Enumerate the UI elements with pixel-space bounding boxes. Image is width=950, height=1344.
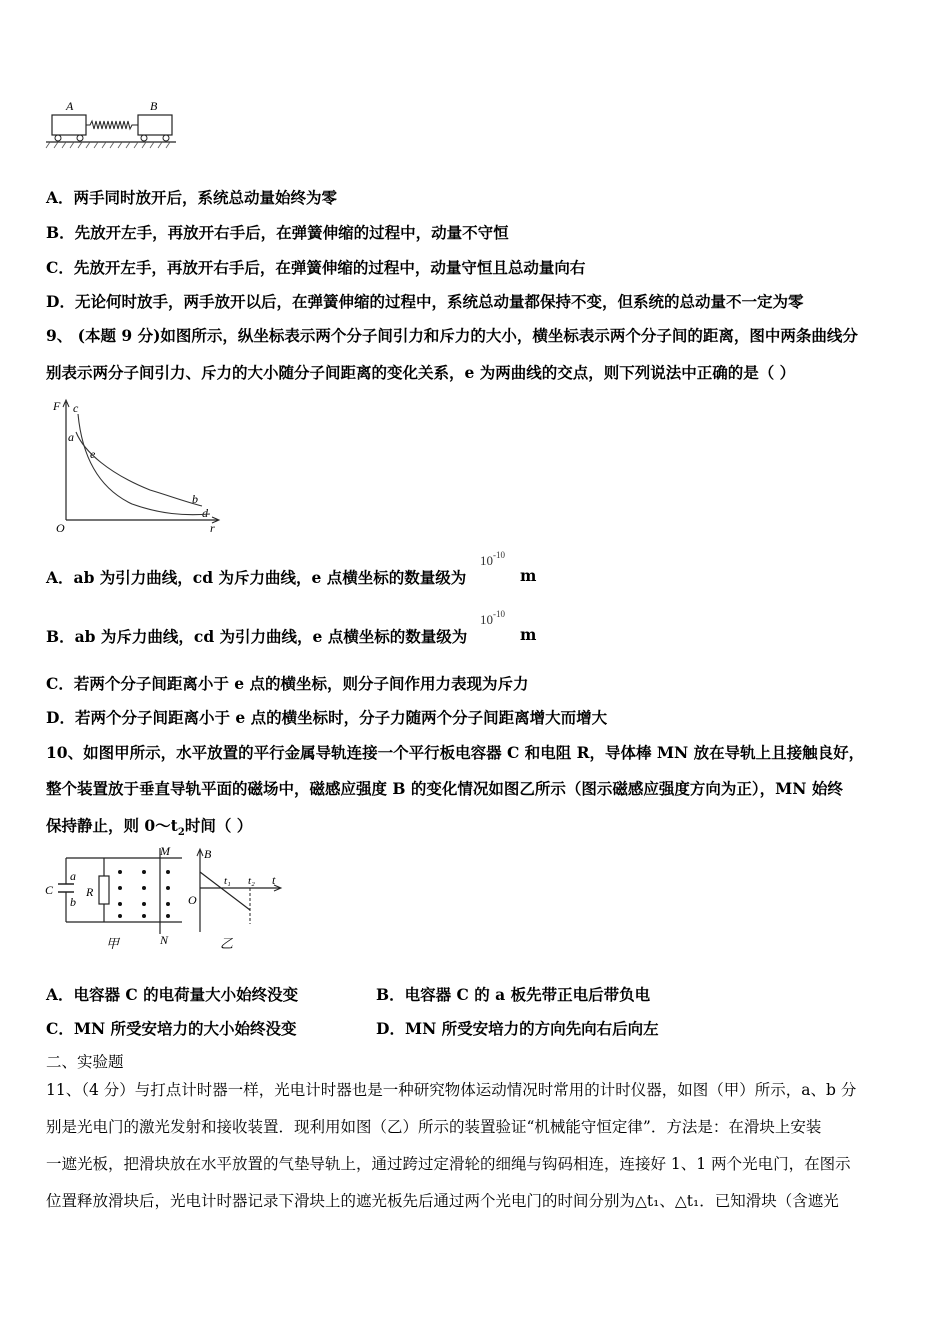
- point-e-label: e: [90, 447, 96, 461]
- q9-stem-line2: 别表示两分子间引力、斥力的大小随分子间距离的变化关系，e 为两曲线的交点，则下列说法中正确的是（ ）: [46, 363, 796, 382]
- q8-option-d: D．无论何时放手，两手放开以后，在弹簧伸缩的过程中，系统总动量都保持不变，但系统的总动量不一定为零: [46, 292, 804, 311]
- axis-f-label: F: [53, 399, 61, 413]
- origin-label: O: [188, 893, 197, 907]
- t1-label: t₁: [224, 875, 231, 887]
- q11-line4: 位置释放滑块后，光电计时器记录下滑块上的遮光板先后通过两个光电门的时间分别为△t₁、△t₁．已知滑块（含遮光: [46, 1192, 839, 1210]
- q9-option-a-power: $10^{-10}$: [480, 550, 505, 568]
- q8-option-a: A．两手同时放开后，系统总动量始终为零: [46, 188, 338, 207]
- label-jia: 甲: [106, 937, 120, 952]
- q9-option-d: D．若两个分子间距离小于 e 点的横坐标时，分子力随两个分子间距离增大而增大: [46, 708, 608, 727]
- label-yi: 乙: [220, 937, 234, 952]
- rod-m-label: M: [160, 844, 170, 858]
- plate-a-label: a: [70, 869, 76, 883]
- spring-cart-figure: [44, 98, 179, 150]
- q9-option-a: A．ab 为引力曲线，cd 为斥力曲线，e 点横坐标的数量级为: [46, 568, 467, 587]
- q9-stem-line1: 9、 (本题 9 分)如图所示，纵坐标表示两个分子间引力和斥力的大小，横坐标表示两个分子间的距离，图中两条曲线分: [46, 326, 858, 345]
- cart-b: [138, 115, 172, 135]
- resistor: [99, 876, 109, 904]
- axis-b-label: B: [204, 847, 212, 861]
- q11-line2: 别是光电门的激光发射和接收装置．现利用如图（乙）所示的装置验证“机械能守恒定律”．方法是：在滑块上安装: [46, 1118, 822, 1136]
- curve-cd: [78, 414, 210, 515]
- t2-label: t₂: [248, 875, 255, 887]
- label-a: A: [66, 99, 74, 113]
- axis-t-label: t: [272, 873, 276, 887]
- q11-line3: 一遮光板，把滑块放在水平放置的气垫导轨上，通过跨过定滑轮的细绳与钩码相连，连接好 1、1 两个光电门，在图示: [46, 1155, 851, 1173]
- b-t-graph-yi: [186, 844, 286, 954]
- q10-option-a: A．电容器 C 的电荷量大小始终没变: [46, 985, 299, 1004]
- rod-n-label: N: [160, 933, 169, 947]
- curve-a-label: a: [68, 430, 74, 444]
- q8-option-c: C．先放开左手，再放开右手后，在弹簧伸缩的过程中，动量守恒且总动量向右: [46, 258, 586, 277]
- capacitor-label: C: [45, 883, 54, 897]
- label-b: B: [150, 99, 158, 113]
- circuit-figure-jia: [44, 844, 184, 954]
- q9-option-b-unit: m: [520, 625, 537, 644]
- q9-option-c: C．若两个分子间距离小于 e 点的横坐标，则分子间作用力表现为斥力: [46, 674, 529, 693]
- spring: [86, 121, 138, 129]
- cart-a: [52, 115, 86, 135]
- molecular-force-graph: [52, 396, 224, 540]
- q10-option-d: D．MN 所受安培力的方向先向右后向左: [376, 1019, 659, 1038]
- q11-line1: 11、（4 分）与打点计时器一样，光电计时器也是一种研究物体运动情况时常用的计时仪器，如图（甲）所示，a、b 分: [46, 1081, 857, 1099]
- q9-option-b-power: $10^{-10}$: [480, 609, 505, 627]
- q9-option-a-unit: m: [520, 566, 537, 585]
- q10-stem-line1: 10、如图甲所示，水平放置的平行金属导轨连接一个平行板电容器 C 和电阻 R，导体棒 MN 放在导轨上且接触良好，: [46, 743, 865, 762]
- curve-ab: [76, 432, 202, 506]
- curve-c-label: c: [73, 401, 79, 415]
- curve-d-label: d: [202, 506, 208, 520]
- section-title: 二、实验题: [46, 1053, 124, 1071]
- magnetic-field-dots: [118, 870, 170, 918]
- q10-stem-line2: 整个装置放于垂直导轨平面的磁场中，磁感应强度 B 的变化情况如图乙所示（图示磁感应强度方向为正），MN 始终: [46, 779, 843, 798]
- q9-option-b: B．ab 为斥力曲线，cd 为引力曲线，e 点横坐标的数量级为: [46, 627, 468, 646]
- origin-label: O: [56, 521, 65, 535]
- q10-option-c: C．MN 所受安培力的大小始终没变: [46, 1019, 297, 1038]
- axis-r-label: r: [210, 521, 215, 535]
- q8-option-b: B．先放开左手，再放开右手后，在弹簧伸缩的过程中，动量不守恒: [46, 223, 509, 242]
- plate-b-label: b: [70, 895, 76, 909]
- resistor-label: R: [86, 885, 94, 899]
- curve-b-label: b: [192, 492, 198, 506]
- q10-stem-line3: 保持静止，则 $0\sim t_2$时间（ ）: [46, 816, 253, 839]
- q10-option-b: B．电容器 C 的 a 板先带正电后带负电: [376, 985, 651, 1004]
